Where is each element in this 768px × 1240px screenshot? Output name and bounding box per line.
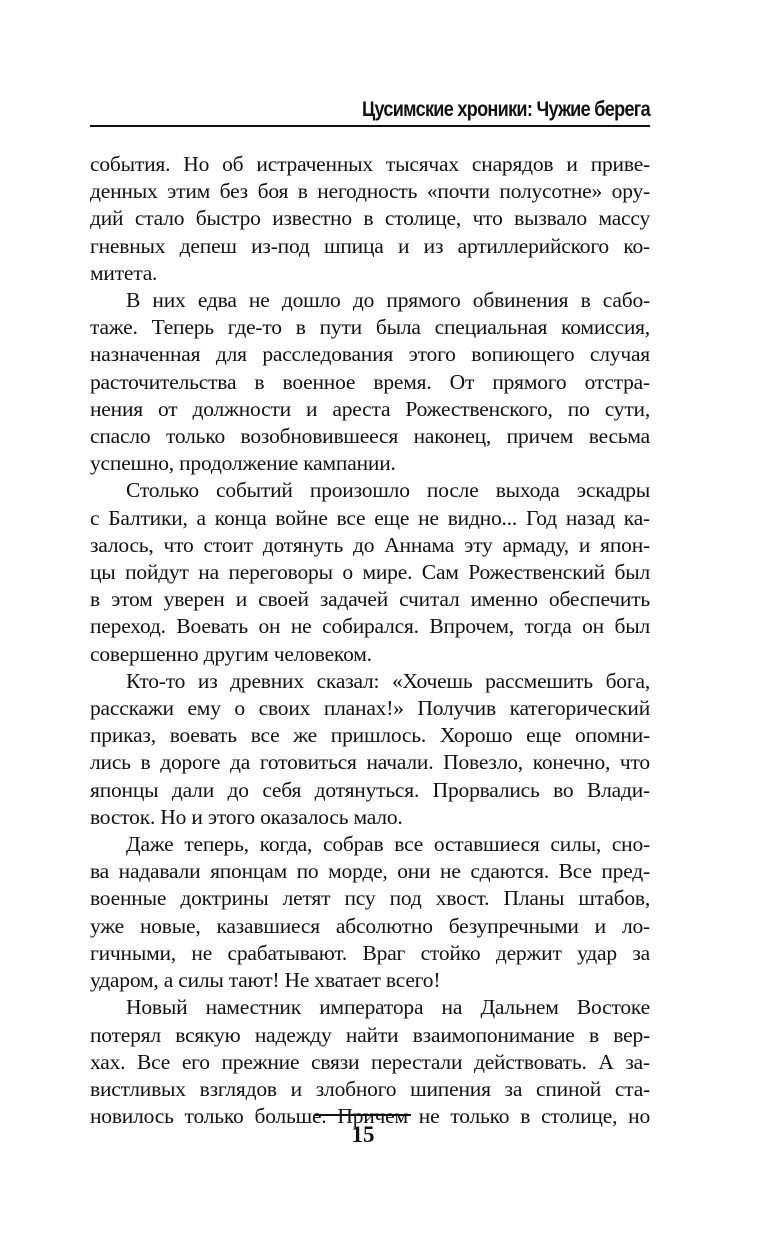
paragraph-1 [90, 151, 650, 287]
text-line: Кто-то из древних сказал: «Хочешь рассмешить бога, [126, 668, 650, 693]
text-line: вистливых взглядов и злобного шипения за спиной ста- [90, 1076, 650, 1101]
text-line: цы пойдут на переговоры о мире. Сам Рожественский был [90, 560, 650, 585]
paragraph-3 [90, 477, 650, 667]
text-line: события. Но об истраченных тысячах снарядов и приве- [90, 152, 650, 176]
text-line: Новый наместник императора на Дальнем Востоке [126, 995, 650, 1020]
paragraph-2 [90, 287, 650, 477]
text-line: назначенная для расследования этого вопиющего случая [90, 342, 650, 367]
header-rule [90, 125, 650, 127]
text-line: В них едва не дошло до прямого обвинения в сабо- [126, 288, 650, 313]
text-line: переход. Воевать он не собирался. Впрочем, тогда он был [90, 614, 650, 639]
text-line: успешно, продолжение кампании. [90, 451, 396, 476]
text-line: уже новые, казавшиеся абсолютно безупречными и ло- [90, 913, 650, 938]
text-line: лись в дороге да готовиться начали. Повезло, конечно, что [90, 750, 650, 775]
text-line: ударом, а силы тают! Не хватает всего! [90, 968, 441, 993]
text-line: новилось только больше. Причем не только в столице, но [90, 1104, 650, 1129]
text-line: митета. [90, 260, 158, 285]
text-line: Столько событий произошло после выхода эскадры [126, 478, 650, 503]
text-line: гичными, не срабатывают. Враг стойко держит удар за [90, 940, 650, 965]
text-line: нения от должности и ареста Рожественского, по сути, [90, 396, 650, 421]
text-line: Даже теперь, когда, собрав все оставшиеся силы, сно- [126, 832, 650, 857]
paragraph-6 [90, 994, 650, 1130]
footer-rule [315, 1114, 411, 1116]
text-line: таже. Теперь где-то в пути была специальная комиссия, [90, 315, 650, 340]
text-line: денных этим без боя в негодность «почти полусотне» ору- [90, 179, 650, 204]
text-line: военные доктрины летят псу под хвост. Планы штабов, [90, 886, 650, 911]
text-line: японцы дали до себя дотянуться. Прорвались во Влади- [90, 777, 650, 802]
text-line: в этом уверен и своей задачей считал именно обеспечить [90, 587, 650, 612]
text-line: расскажи ему о своих планах!» Получив категорический [90, 696, 650, 721]
paragraph-4 [90, 668, 650, 831]
text-line: ва надавали японцам по морде, они не сдаются. Все пред- [90, 859, 650, 884]
text-line: спасло только возобновившееся наконец, причем весьма [90, 424, 650, 449]
running-title: Цусимские хроники: Чужие берега [361, 98, 650, 121]
text-line: восток. Но и этого оказалось мало. [90, 804, 403, 829]
body-text [90, 151, 650, 1130]
text-line: гневных депеш из-под шпица и из артиллерийского ко- [90, 233, 650, 258]
text-line: совершенно другим человеком. [90, 641, 372, 666]
paragraph-5 [90, 831, 650, 994]
text-line: расточительства в военное время. От прямого отстра- [90, 369, 650, 394]
text-line: хах. Все его прежние связи перестали действовать. А за- [90, 1049, 650, 1074]
text-line: залось, что стоит дотянуть до Аннама эту армаду, и япон- [90, 532, 650, 557]
text-line: с Балтики, а конца войне все еще не видно... Год назад ка- [90, 505, 650, 530]
text-line: приказ, воевать все же пришлось. Хорошо еще опомни- [90, 723, 650, 748]
text-line: дий стало быстро известно в столице, что вызвало массу [90, 206, 650, 231]
text-line: потерял всякую надежду найти взаимопонимание в вер- [90, 1022, 650, 1047]
page-number: 15 [351, 1122, 375, 1147]
